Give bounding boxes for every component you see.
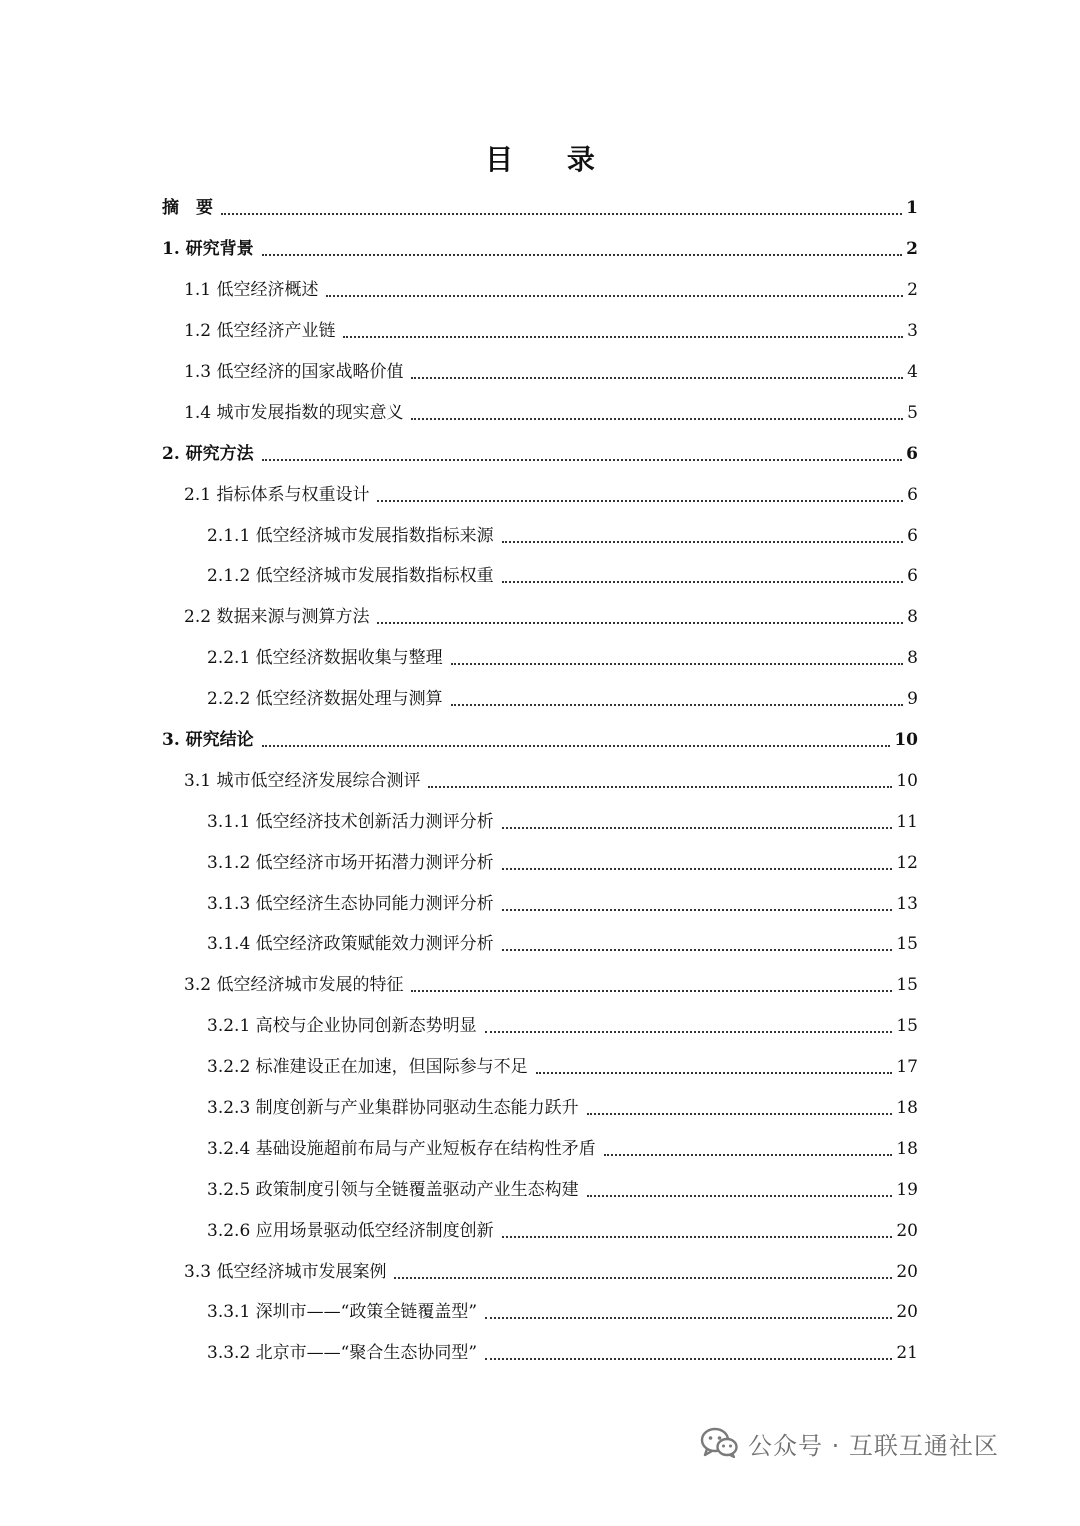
toc-entry-label: 3.2.2 标准建设正在加速，但国际参与不足 [207,1057,528,1078]
toc-entry-label: 3.3 低空经济城市发展案例 [184,1261,387,1282]
dot-leader [377,500,903,502]
toc-entry-label: 1.2 低空经济产业链 [184,321,336,342]
toc-entry-page-number: 13 [896,893,918,914]
dot-leader [221,213,902,215]
watermark [700,1418,999,1468]
toc-entry-label: 3.1.3 低空经济生态协同能力测评分析 [207,893,494,914]
toc-entry-page-number: 20 [896,1220,918,1241]
toc-entry-page-number: 19 [896,1179,918,1200]
toc-entry-label: 3.2.6 应用场景驱动低空经济制度创新 [207,1220,494,1241]
toc-entry-page-number: 10 [894,730,918,751]
dot-leader [262,745,891,747]
toc-entry-page-number: 12 [896,852,918,873]
dot-leader [587,1195,893,1197]
toc-entry-page-number: 15 [896,975,918,996]
toc-entry-page-number: 8 [907,607,918,628]
toc-entry[interactable] [162,1128,918,1169]
watermark-text: 公众号 · 互联互通社区 [748,1431,999,1460]
toc-entry[interactable] [162,352,918,393]
toc-entry[interactable] [162,1088,918,1129]
toc-entry-label: 3.1.4 低空经济政策赋能效力测评分析 [207,934,494,955]
toc-entry[interactable] [162,638,918,679]
toc-entry-page-number: 4 [907,362,918,382]
toc-entry-page-number: 3 [907,321,918,342]
toc-entry[interactable] [162,433,918,474]
toc-entry[interactable] [162,720,918,761]
toc-entry-label: 1.1 低空经济概述 [184,280,319,301]
dot-leader [502,827,893,829]
toc-entry-page-number: 9 [907,689,918,710]
toc-entry-label: 1.4 城市发展指数的现实意义 [184,402,404,423]
page-title: 目 录 [485,143,617,176]
toc-entry[interactable] [162,679,918,720]
toc-entry-page-number: 1 [906,198,918,219]
toc-entry-page-number: 11 [896,811,918,832]
toc-entry-page-number: 15 [896,1016,918,1037]
toc-entry-label: 2. 研究方法 [162,443,254,464]
toc-entry-label: 3.2.3 制度创新与产业集群协同驱动生态能力跃升 [207,1098,579,1119]
toc-entry-page-number: 6 [907,525,918,546]
toc-entry[interactable] [162,515,918,556]
toc-entry-label: 2.1.1 低空经济城市发展指数指标来源 [207,525,494,546]
dot-leader [262,459,902,461]
toc-entry[interactable] [162,924,918,965]
dot-leader [377,622,903,624]
dot-leader [502,909,893,911]
toc-entry-label: 1. 研究背景 [162,239,254,260]
toc-entry-page-number: 20 [896,1261,918,1282]
toc-entry[interactable] [162,1006,918,1047]
toc-entry-label: 3.3.2 北京市——“聚合生态协同型” [207,1343,478,1364]
wechat-icon [700,1427,738,1459]
dot-leader [411,418,903,420]
toc-entry-page-number: 10 [896,770,918,791]
toc-entry-label: 3.1 城市低空经济发展综合测评 [184,770,421,791]
dot-leader [411,990,892,992]
toc-entry[interactable] [162,311,918,352]
dot-leader [502,581,904,583]
toc-entry-label: 1.3 低空经济的国家战略价值 [184,362,404,382]
toc-entry[interactable] [162,760,918,801]
toc-entry-page-number: 2 [907,280,918,301]
toc-entry-label: 2.2 数据来源与测算方法 [184,607,370,628]
dot-leader [502,1236,893,1238]
dot-leader [502,868,893,870]
toc-entry-page-number: 6 [906,443,918,464]
toc-entry[interactable] [162,556,918,597]
toc-entry[interactable] [162,1210,918,1251]
toc-entry-page-number: 2 [906,239,918,260]
toc-entry[interactable] [162,392,918,433]
toc-entry-page-number: 17 [896,1057,918,1078]
toc-entry-label: 2.1.2 低空经济城市发展指数指标权重 [207,566,494,587]
toc-entry-page-number: 18 [896,1138,918,1159]
toc-entry-label: 3.1.2 低空经济市场开拓潜力测评分析 [207,852,494,873]
toc-entry[interactable] [162,1169,918,1210]
dot-leader [428,786,892,788]
toc-entry-page-number: 8 [907,648,918,669]
toc-entry-page-number: 6 [907,566,918,587]
dot-leader [262,254,902,256]
toc-entry-page-number: 20 [896,1302,918,1323]
toc-entry-page-number: 6 [907,484,918,505]
dot-leader [502,949,893,951]
toc-entry-label: 3.2.4 基础设施超前布局与产业短板存在结构性矛盾 [207,1138,596,1159]
dot-leader [502,541,904,543]
toc-entry[interactable] [162,229,918,270]
toc-entry[interactable] [162,1292,918,1333]
toc-entry-label: 2.2.1 低空经济数据收集与整理 [207,648,443,669]
table-of-contents [162,188,918,1374]
toc-entry-page-number: 5 [907,402,918,423]
toc-entry-page-number: 21 [896,1343,918,1364]
toc-entry[interactable] [162,1047,918,1088]
dot-leader [451,704,904,706]
toc-entry[interactable] [162,474,918,515]
toc-entry-label: 2.2.2 低空经济数据处理与测算 [207,689,443,710]
dot-leader [485,1358,892,1360]
toc-entry-label: 3.2.5 政策制度引领与全链覆盖驱动产业生态构建 [207,1179,579,1200]
toc-entry[interactable] [162,842,918,883]
dot-leader [394,1277,892,1279]
toc-entry-label: 3.1.1 低空经济技术创新活力测评分析 [207,811,494,832]
dot-leader [485,1317,892,1319]
toc-entry-label: 3.2.1 高校与企业协同创新态势明显 [207,1016,477,1037]
toc-entry-label: 摘 要 [162,198,213,219]
toc-entry-label: 3.2 低空经济城市发展的特征 [184,975,404,996]
toc-entry-label: 3.3.1 深圳市——“政策全链覆盖型” [207,1302,478,1323]
dot-leader [326,295,903,297]
dot-leader [536,1072,893,1074]
toc-entry-label: 3. 研究结论 [162,730,254,751]
toc-entry[interactable] [162,965,918,1006]
toc-entry[interactable] [162,188,918,229]
toc-entry-label: 2.1 指标体系与权重设计 [184,484,370,505]
dot-leader [343,336,903,338]
toc-entry[interactable] [162,1251,918,1292]
toc-entry[interactable] [162,883,918,924]
toc-entry[interactable] [162,597,918,638]
toc-entry-page-number: 18 [896,1098,918,1119]
toc-entry[interactable] [162,1333,918,1374]
dot-leader [451,663,904,665]
toc-entry-page-number: 15 [896,934,918,955]
dot-leader [587,1113,893,1115]
toc-entry[interactable] [162,270,918,311]
dot-leader [604,1154,893,1156]
toc-entry[interactable] [162,801,918,842]
dot-leader [485,1031,893,1033]
dot-leader [411,377,903,379]
